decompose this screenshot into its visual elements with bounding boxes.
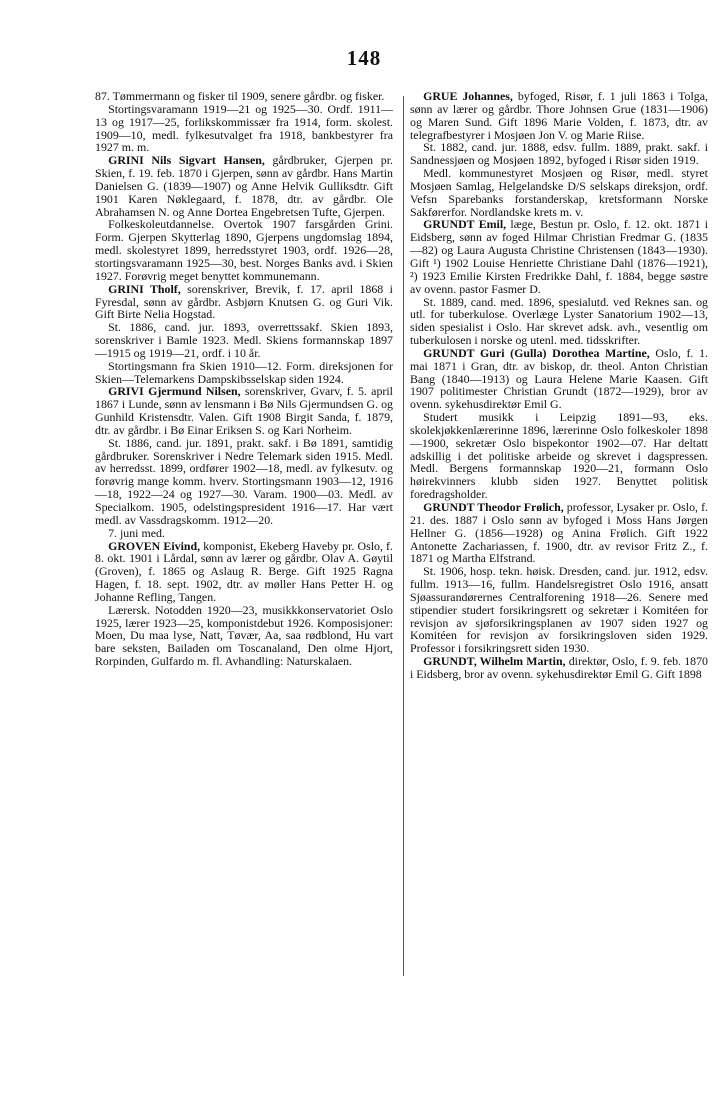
entry-paragraph: Folkeskoleutdannelse. Overtok 1907 farsgården Grini. Form. Gjerpen Skytterlag 1890, Gjerpens ungdomslag 1894, medl. skolestyret 1899, herredsstyret 1903, ordf. 1926—28, stortingsvaramann 1925—30, best. Norges Banks avd. i Skien 1927. Forøvrig meget benyttet kommunemann. bbox=[95, 217, 393, 283]
entry-headword: GRUNDT, Wilhelm Martin, bbox=[423, 654, 566, 669]
biography-entry bbox=[95, 540, 393, 604]
entry-text: sorenskriver, Gvarv, f. 5. april 1867 i Lunde, sønn av lensmann i Bø Nils Gjermundsen G. og Gunhild Kristensdtr. Valen. Gift 1908 Birgit Sanda, f. 1879, dtr. av gårdbr. i Bø Einar Eriksen S. og Kari Norheim. bbox=[95, 384, 393, 437]
entry-paragraph: St. 1886, cand. jur. 1891, prakt. sakf. i Bø 1891, samtidig gårdbruker. Sorenskriver i Nedre Telemark siden 1915. Medl. av herredsst. 1899, ordfører 1902—18, medl. av fylkesutv. og forøvrig mange komm. hverv. Stortingsmann 1903—12, 1916—18, 1922—24 og 1927—30. Varam. 1900—03. Medl. av Specialkom. 1905, odelstingspresident 1916—17. Har vært medl. av Vassdragskomm. 1912—20. bbox=[95, 435, 393, 527]
entry-paragraph: Medl. kommunestyret Mosjøen og Risør, medl. styret Mosjøen Samlag, Helgelandske D/S selskaps direksjon, ordf. Vefsn Sparebanks forstanderskap, kretsformann Norske Sakførerfor. Nordlandske krets m. v. bbox=[410, 166, 708, 219]
biography-entry bbox=[410, 655, 708, 681]
entry-paragraph: St. 1889, cand. med. 1896, spesialutd. ved Reknes san. og utl. for tuberkulose. Overlæge Lyster Sanatorium 1902—13, siden spesialist i Oslo. Har skrevet adsk. avh., vesentlig om tuberkulosen i norske og utenl. med. tidsskrifter. bbox=[410, 294, 708, 348]
entry-headword: GRIVI Gjermund Nilsen, bbox=[108, 384, 241, 399]
entry-headword: GRINI Tholf, bbox=[108, 281, 181, 296]
biography-entry bbox=[95, 283, 393, 322]
left-column bbox=[95, 90, 393, 668]
right-column bbox=[410, 90, 708, 681]
biography-entry bbox=[410, 90, 708, 141]
continued-text: 87. Tømmermann og fisker til 1909, senere gårdbr. og fisker. bbox=[95, 89, 385, 103]
entry-paragraph: St. 1886, cand. jur. 1893, overrettssakf. Skien 1893, sorenskriver i Bamle 1923. Medl. Skiens formannskap 1897—1915 og 1919—21, ordf. i 10 år. bbox=[95, 320, 393, 360]
page-number: 148 bbox=[346, 46, 382, 70]
entry-headword: GRINI Nils Sigvart Hansen, bbox=[108, 153, 265, 168]
entry-text: sorenskriver, Brevik, f. 17. april 1868 i Fyresdal, sønn av gårdbr. Asbjørn Knutsen G. og Guri Vik. Gift Birte Nelia Hogstad. bbox=[95, 281, 393, 322]
entry-headword: GRUE Johannes, bbox=[423, 89, 513, 103]
entry-text: læge, Bestun pr. Oslo, f. 12. okt. 1871 i Eidsberg, sønn av foged Hilmar Christian Fredmar G. (1835—82) og Laura Augusta Christine Christensen (1843—1930). Gift ¹) 1902 Louise Henriette Christiane Dahl (1876—1921), ²) 1923 Emilie Kirsten Fredrikke Dahl, f. 1884, begge søstre av ovenn. pastor Fasmer D. bbox=[410, 217, 708, 296]
entry-text: professor, Lysaker pr. Oslo, f. 21. des. 1887 i Oslo sønn av byfoged i Moss Hans Jørgen Hellner G. (1856—1928) og Anina Frølich. Gift 1922 Antonette Zachariassen, f. 1900, dtr. av revisor Fritz Z., f. 1871 og Martha Elfstrand. bbox=[410, 500, 708, 566]
entry-paragraph: 7. juni med. bbox=[108, 525, 165, 540]
biography-entry bbox=[410, 347, 708, 411]
biography-entry bbox=[95, 154, 393, 218]
entry-paragraph: Stortingsmann fra Skien 1910—12. Form. direksjonen for Skien—Telemarkens Dampskibsselskap siden 1924. bbox=[95, 358, 393, 386]
entry-paragraph: Studert musikk i Leipzig 1891—93, eks. skolekjøkkenlærerinne 1896, lærerinne Oslo folkeskoler 1898—1900, sekretær Oslo bispekontor 1902—07. Har deltatt adskillig i det politiske arbeide og skrevet i dagspressen. Medl. Bergens formannskap 1920—21, formann Oslo høirekvinners klubb siden 1927. Benyttet politisk foredragsholder. bbox=[410, 410, 708, 502]
biography-entry bbox=[410, 218, 708, 295]
entry-text: Oslo, f. 1. mai 1871 i Gran, dtr. av biskop, dr. theol. Anton Christian Bang (1840—1913) og Laura Helene Marie Kaasen. Gift 1907 politimester Christian Grundt (1872—1929), bror av ovenn. sykehusdirektør Emil G. bbox=[410, 345, 708, 412]
entry-paragraph: Lærersk. Notodden 1920—23, musikkkonservatoriet Oslo 1925, lærer 1923—25, komponistdebut 1926. Komposisjoner: Moen, Du maa lyse, Natt, Tøvær, Aa, saa rødblond, Hu vart bare seksten, Bailaden om Toscanaland, Den olme Hjort, Rorpinden, Gulfardo m. fl. Avhandling: Naturskalaen. bbox=[95, 602, 393, 669]
biography-entry bbox=[95, 385, 393, 436]
entry-paragraph: St. 1906, hosp. tekn. høisk. Dresden, cand. jur. 1912, edsv. fullm. 1913—16, fullm. Handelsregistret Oslo 1916, ansatt Sjøassurandørernes Centralforening 1918—26. Senere med stipendier studert forsikringsrett og sekretær i Komitéen for revisjon av sjøforsikringsplanen av 1907 siden 1927 og Komitéen for revisjon av forsikringsloven siden 1929. Professor i forsikringsrett siden 1930. bbox=[410, 564, 708, 656]
column-divider bbox=[403, 96, 404, 976]
entry-text: byfoged, Risør, f. 1 juli 1863 i Tolga, sønn av lærer og gårdbr. Thore Johnsen Grue (1831—1906) og Maren Sund. Gift 1896 Marie Volden, f. 1873, dtr. av telegrafbestyrer i Mosjøen Jon V. og Marie Riise. bbox=[410, 89, 708, 142]
entry-headword: GRUNDT Emil, bbox=[423, 217, 507, 232]
entry-text: gårdbruker, Gjerpen pr. Skien, f. 19. feb. 1870 i Gjerpen, sønn av gårdbr. Hans Martin Danielsen G. (1839—1907) og Anne Helvik Gulliksdtr. Gift 1901 Karen Nøklegaard, f. 1878, dtr. av gårdbr. Ole Abrahamsen N. og Anne Dortea Engebretsen Tufte, Gjerpen. bbox=[95, 153, 393, 219]
entry-paragraph: St. 1882, cand. jur. 1888, edsv. fullm. 1889, prakt. sakf. i Sandnessjøen og Mosjøen 1892, byfoged i Risør siden 1919. bbox=[410, 140, 708, 168]
entry-headword: GRUNDT Guri (Gulla) Dorothea Martine, bbox=[423, 345, 650, 360]
entry-text: komponist, Ekeberg Haveby pr. Oslo, f. 8. okt. 1901 i Lårdal, sønn av lærer og gårdbr. Olav A. Gøytil (Groven), f. 1865 og Aslaug R. Berge. Gift 1925 Ragna Hagen, f. 18. sept. 1902, dtr. av møller Hans Petter H. og Johanne Refling, Tangen. bbox=[95, 538, 393, 604]
biography-entry bbox=[410, 501, 708, 565]
entry-text: direktør, Oslo, f. 9. feb. 1870 i Eidsberg, bror av ovenn. sykehusdirektør Emil G. Gift 1898 bbox=[410, 654, 708, 681]
entry-headword: GROVEN Eivind, bbox=[108, 538, 201, 553]
entry-paragraph: Stortingsvaramann 1919—21 og 1925—30. Ordf. 1911—13 og 1917—25, forlikskommissær fra 1914, form. skolest. 1909—10, medl. fylkesutvalget fra 1918, bankbestyrer fra 1927 m. m. bbox=[95, 101, 393, 155]
entry-headword: GRUNDT Theodor Frølich, bbox=[423, 500, 564, 514]
